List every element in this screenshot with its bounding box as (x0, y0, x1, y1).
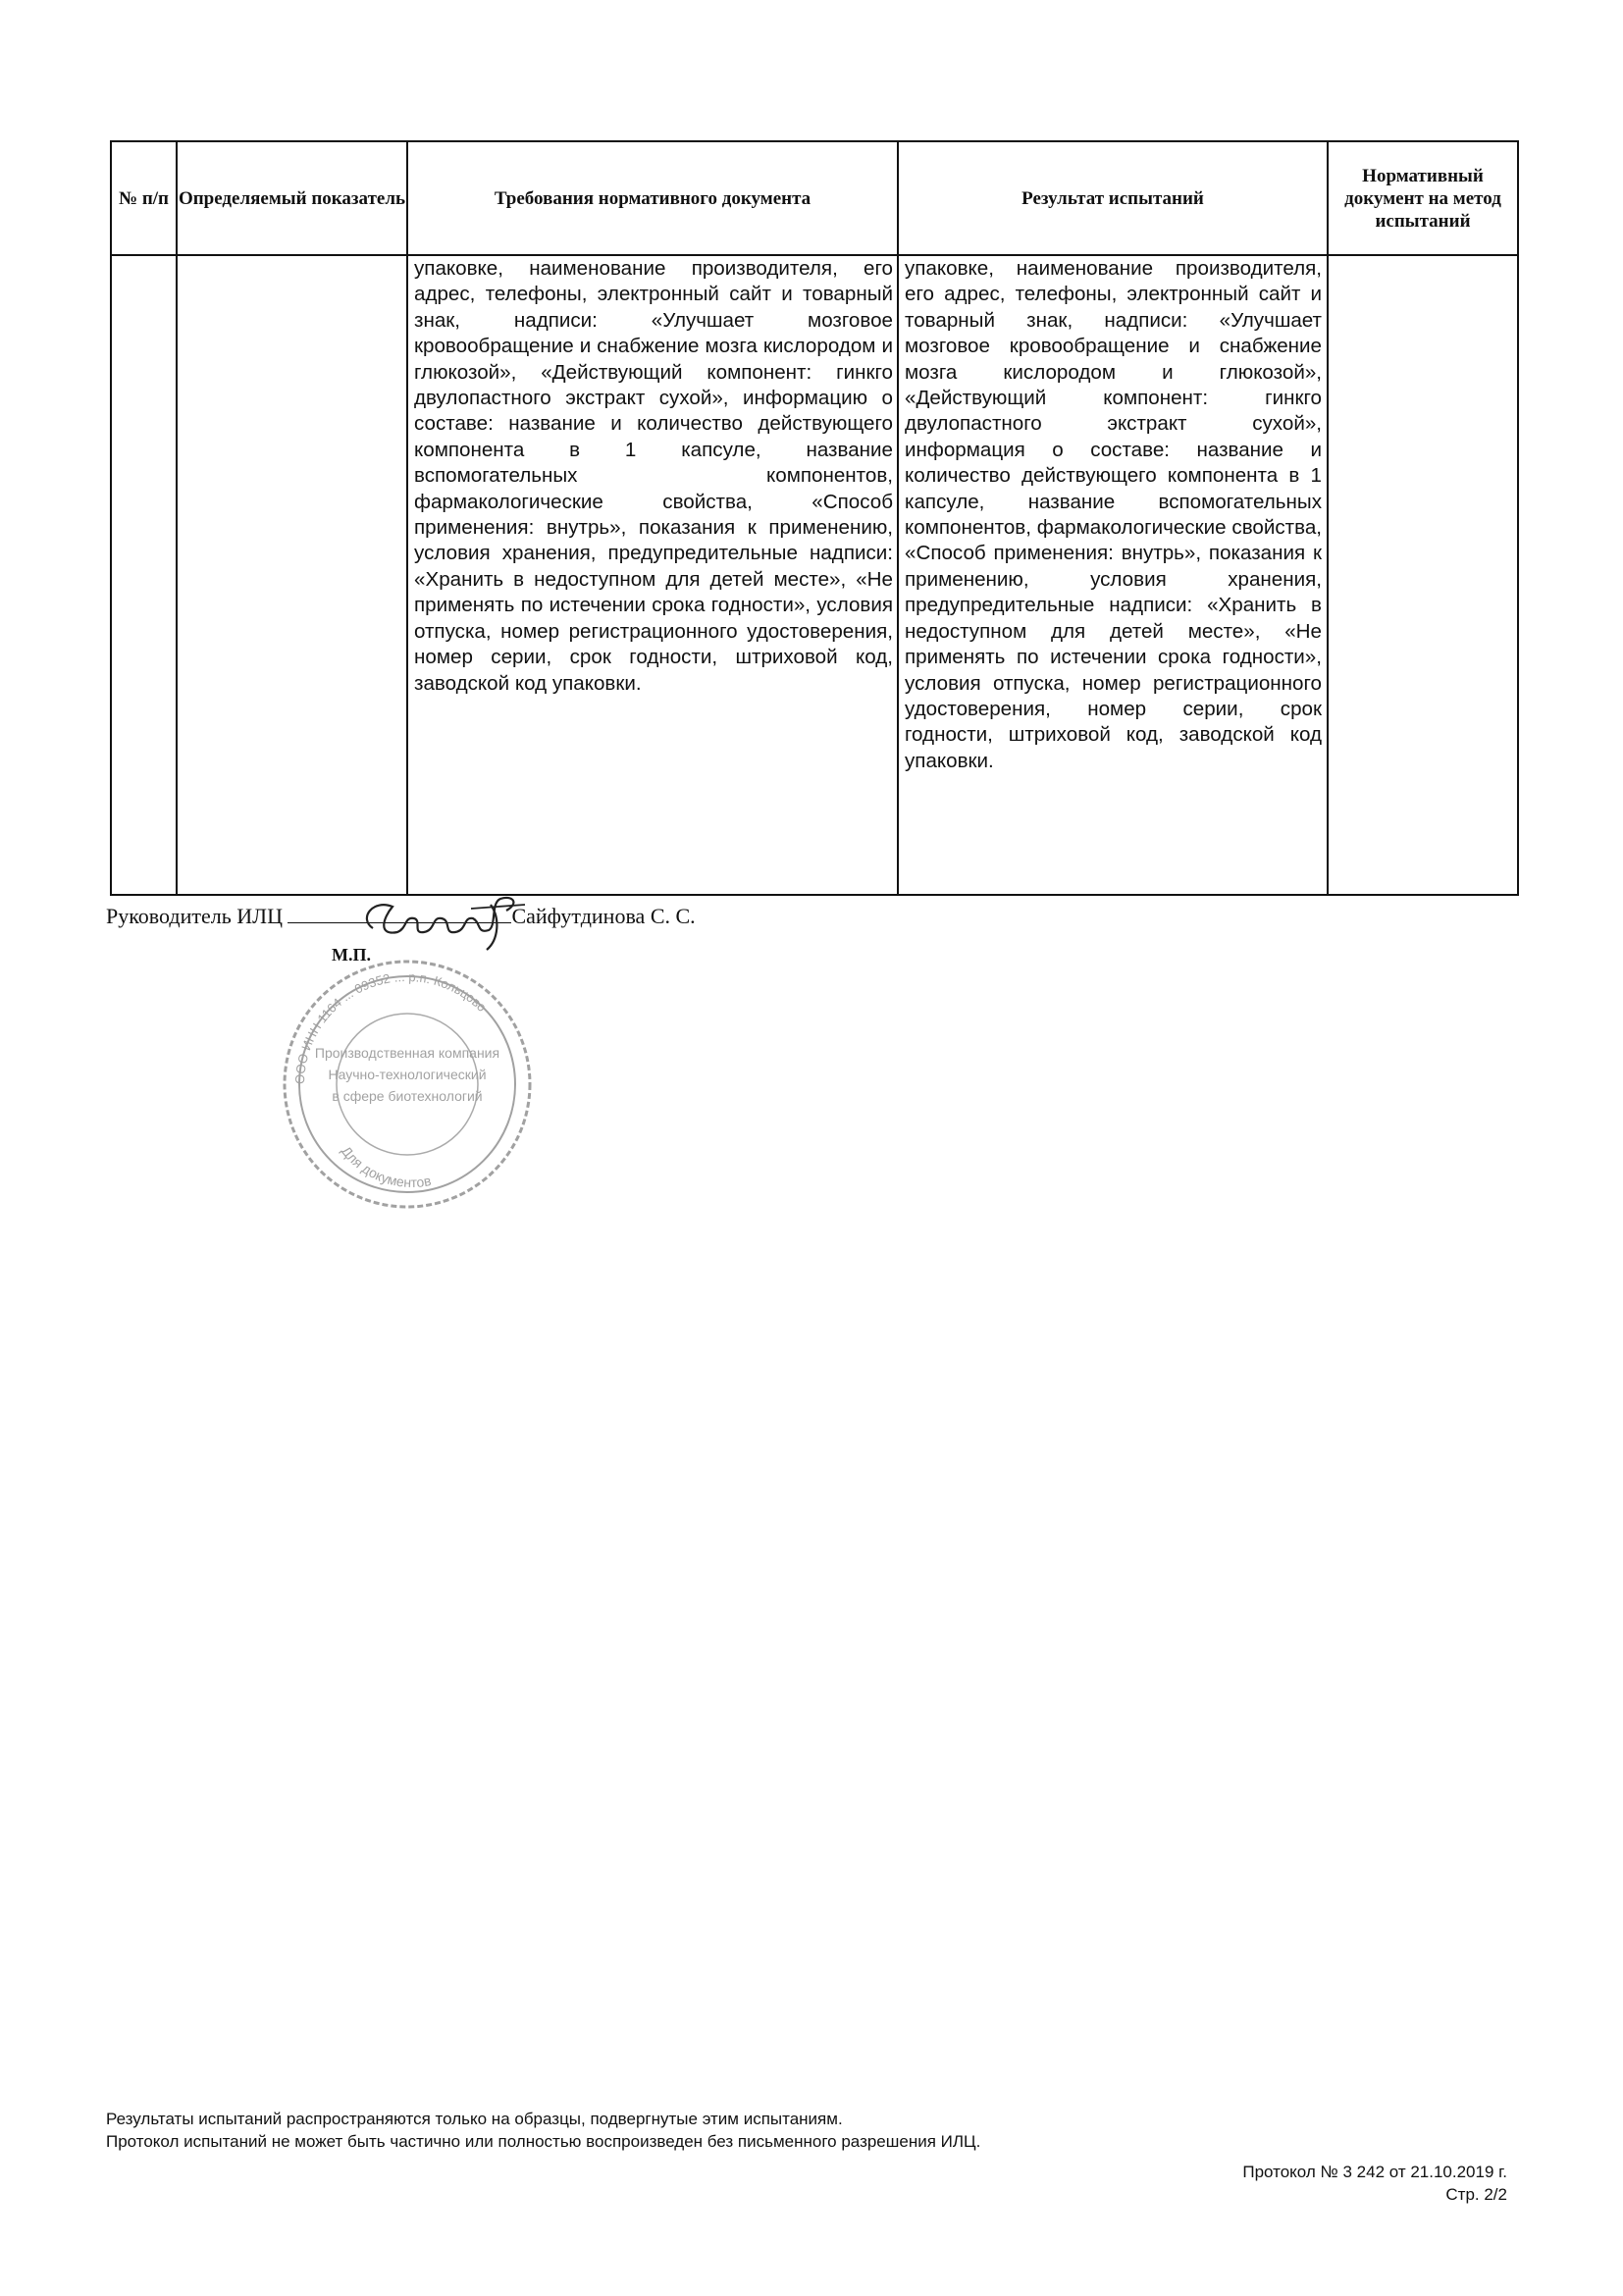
footer-note-1: Результаты испытаний распространяются только на образцы, подвергнутые этим испытаниям. (106, 2110, 843, 2128)
svg-text:Для документов: Для документов (338, 1142, 433, 1191)
header-requirements: Требования нормативного документа (407, 141, 898, 255)
svg-text:ООО ИНН 1164 ... 09352 ... р.п: ООО ИНН 1164 ... 09352 ... р.п. Кольцово (291, 968, 490, 1085)
requirements-text: упаковке, наименование производителя, его адрес, телефоны, электронный сайт и товарный знак, надписи: «Улучшает мозговое кровообращение и снабжение мозга кислородом и глюкозой», «Действующий компонент: гинкго двулопастного экстракт сухой», информацию о составе: название и количество действующего компонента в 1 капсуле, название вспомогательных компонентов, фармакологические свойства, «Способ применения: внутрь», показания к применению, условия хранения, предупредительные надписи: «Хранить в недоступном для детей месте», «Не применять по истечении срока годности», условия отпуска, номер регистрационного удостоверения, номер серии, срок годности, штриховой код, заводской код упаковки. (414, 257, 893, 695)
cell-requirements (407, 255, 898, 895)
header-method: Нормативный документ на метод испытаний (1328, 141, 1518, 255)
cell-method (1328, 255, 1518, 895)
header-indicator: Определяемый показатель (177, 141, 407, 255)
result-text: упаковке, наименование производителя, его адрес, телефоны, электронный сайт и товарный знак, надписи: «Улучшает мозговое кровообращение и снабжение мозга кислородом и глюкозой», «Действующий компонент: гинкго двулопастного экстракт сухой», информация о составе: название и количество действующего компонента в 1 капсуле, название вспомогательных компонентов, фармакологические свойства, «Способ применения: внутрь», показания к применению, условия хранения, предупредительные надписи: «Хранить в недоступном для детей месте», «Не применять по истечении срока годности», условия отпуска, номер регистрационного удостоверения, номер серии, срок годности, штриховой код, заводской код упаковки. (905, 257, 1322, 772)
signer-role: Руководитель ИЛЦ (106, 904, 283, 928)
cell-result (898, 255, 1328, 895)
seal-label: М.П. (332, 945, 371, 965)
header-result: Результат испытаний (898, 141, 1328, 255)
footer-note-2: Протокол испытаний не может быть частично или полностью воспроизведен без письменного разрешения ИЛЦ. (106, 2132, 981, 2151)
cell-num (111, 255, 177, 895)
company-stamp (265, 942, 550, 1226)
cell-indicator (177, 255, 407, 895)
table-header-row (111, 141, 1518, 255)
header-num: № п/п (111, 141, 177, 255)
svg-text:в сфере биотехнологий: в сфере биотехнологий (332, 1088, 483, 1104)
signer-name: Сайфутдинова С. С. (511, 904, 696, 928)
page-number: Стр. 2/2 (1445, 2185, 1507, 2204)
protocol-number: Протокол № 3 242 от 21.10.2019 г. (1242, 2163, 1507, 2181)
table-row (111, 255, 1518, 895)
svg-text:Производственная компания: Производственная компания (314, 1045, 500, 1061)
results-table (110, 140, 1519, 896)
svg-text:Научно-технологический: Научно-технологический (328, 1067, 487, 1082)
